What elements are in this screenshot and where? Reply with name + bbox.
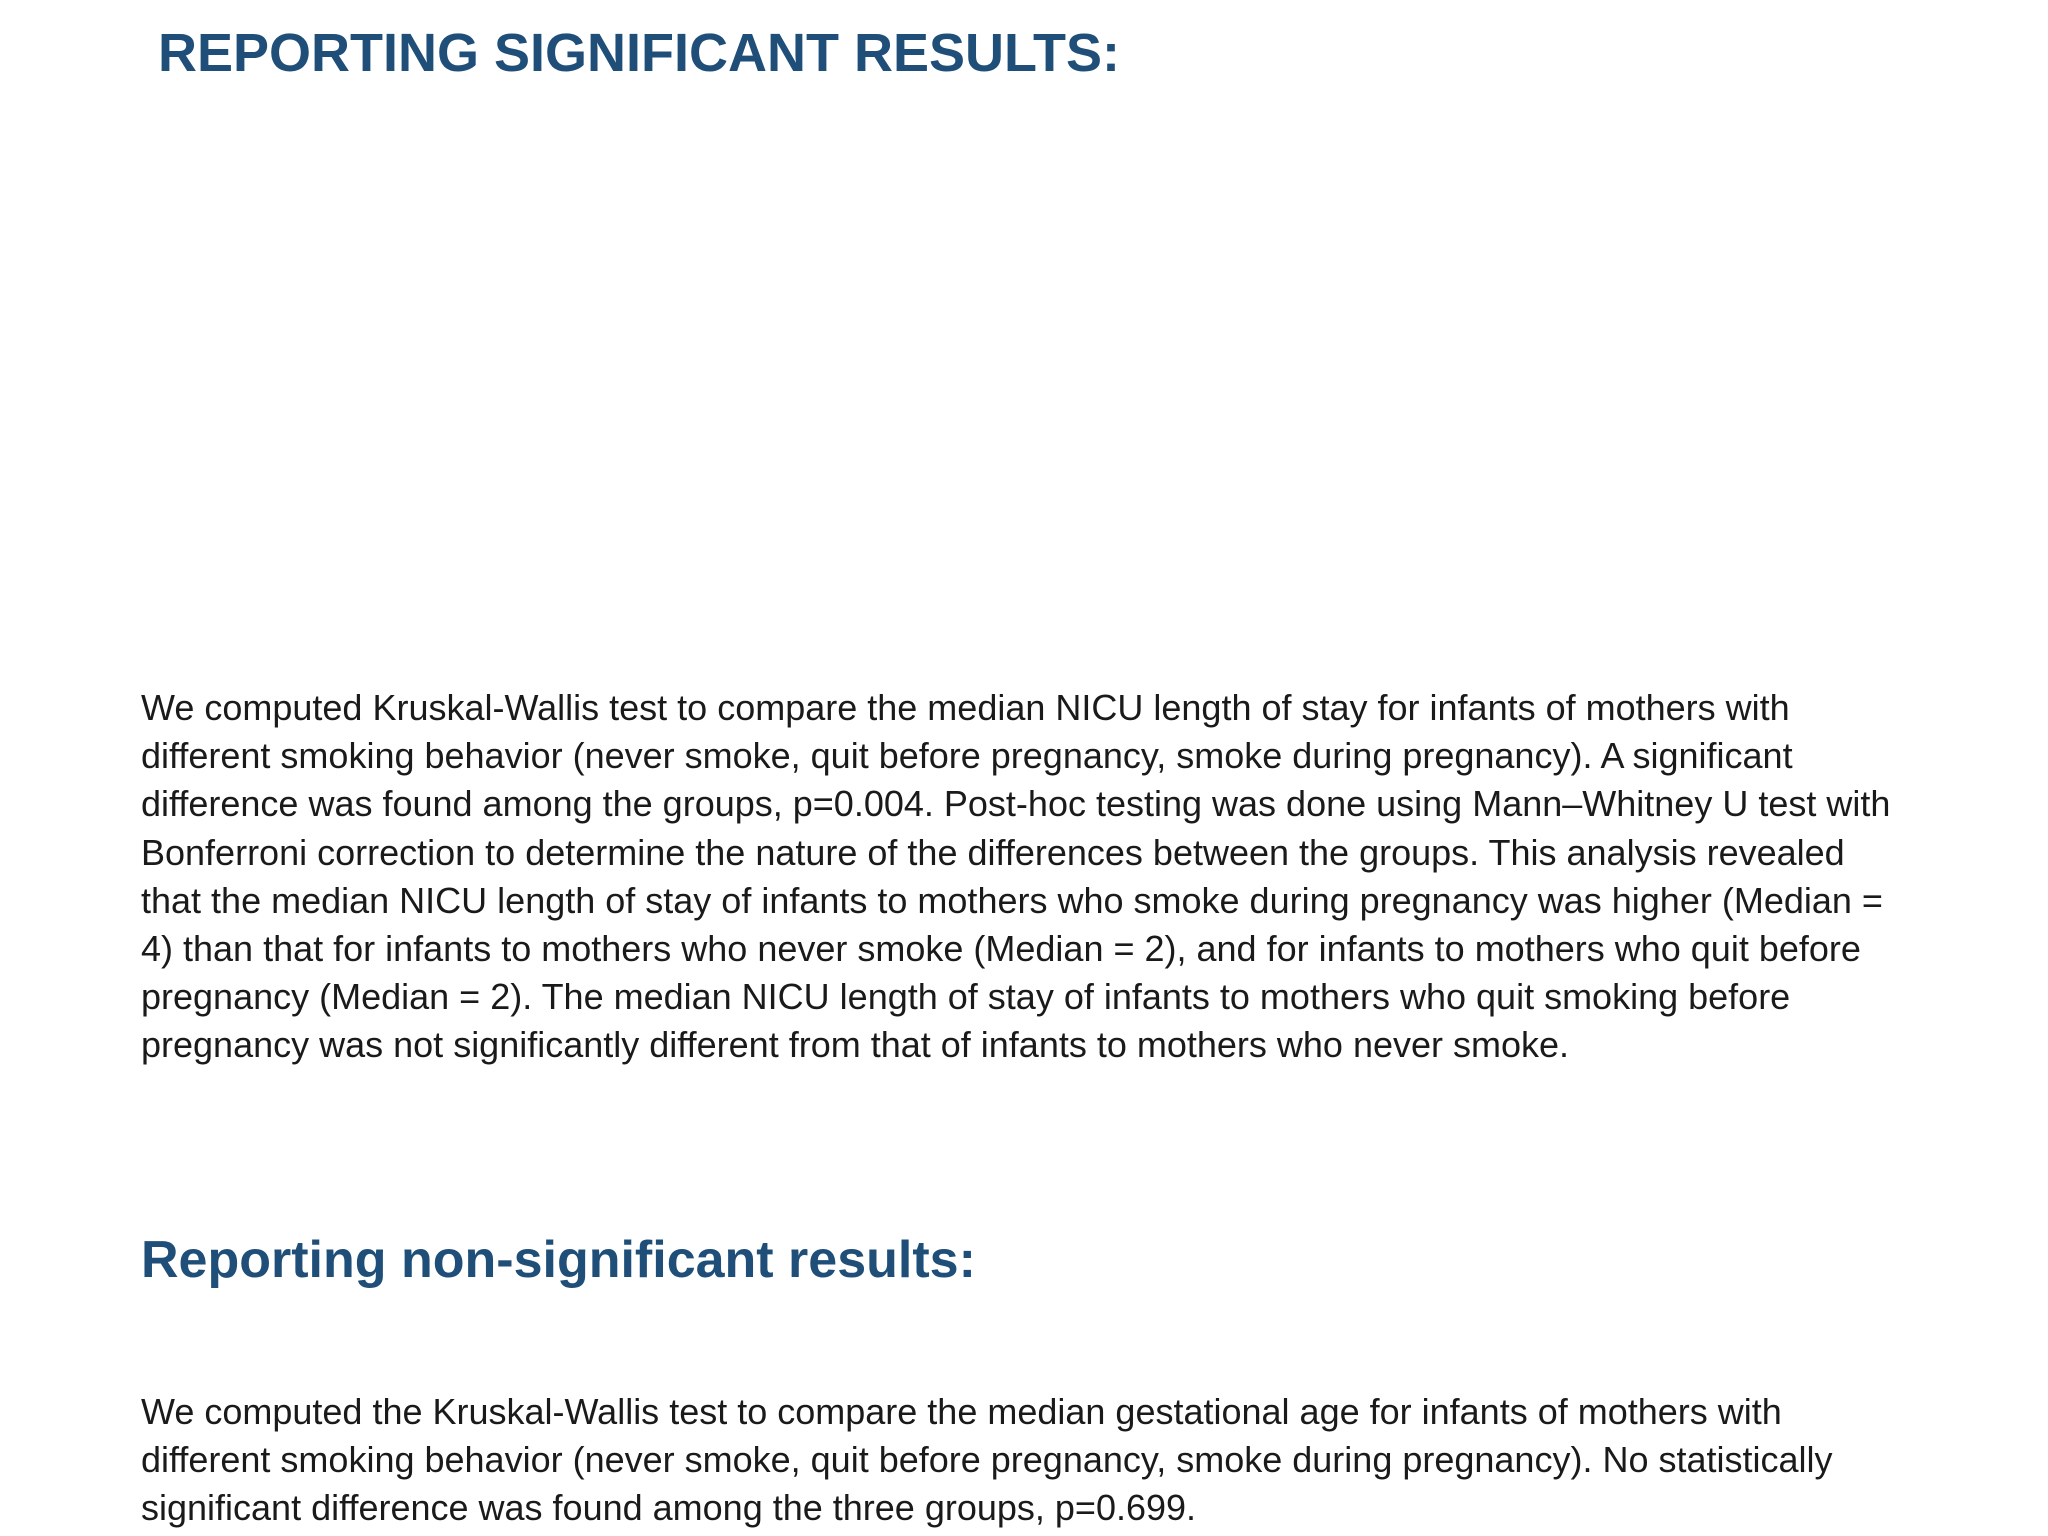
- paragraph-line: difference was found among the groups, p=0.004. Post-hoc testing was done using Mann–Whitney U test with: [141, 783, 1891, 825]
- paragraph-line: We computed Kruskal-Wallis test to compare the median NICU length of stay for infants of mothers with: [141, 687, 1790, 728]
- paragraph-line: 4) than that for infants to mothers who never smoke (Median = 2), and for infants to mothers who quit before: [141, 928, 1861, 970]
- non-significant-results-heading: Reporting non-significant results:: [141, 1231, 976, 1289]
- paragraph-line: different smoking behavior (never smoke, quit before pregnancy, smoke during pregnancy). A significant: [141, 735, 1793, 777]
- paragraph-line: different smoking behavior (never smoke, quit before pregnancy, smoke during pregnancy). No statistically: [141, 1439, 1833, 1481]
- paragraph-line: significant difference was found among the three groups, p=0.699.: [141, 1487, 1197, 1529]
- paragraph-line: pregnancy was not significantly different from that of infants to mothers who never smoke.: [141, 1024, 1570, 1066]
- non-significant-results-paragraph: [141, 1388, 1961, 1533]
- significant-results-heading: REPORTING SIGNIFICANT RESULTS:: [158, 23, 1121, 83]
- paragraph-line: pregnancy (Median = 2). The median NICU length of stay of infants to mothers who quit smoking before: [141, 976, 1791, 1018]
- paragraph-line: We computed the Kruskal-Wallis test to compare the median gestational age for infants of mothers with: [141, 1391, 1782, 1432]
- paragraph-line: Bonferroni correction to determine the nature of the differences between the groups. This analysis revealed: [141, 831, 1845, 873]
- significant-results-paragraph: [141, 684, 1961, 1070]
- paragraph-line: that the median NICU length of stay of infants to mothers who smoke during pregnancy was higher (Median =: [141, 879, 1883, 921]
